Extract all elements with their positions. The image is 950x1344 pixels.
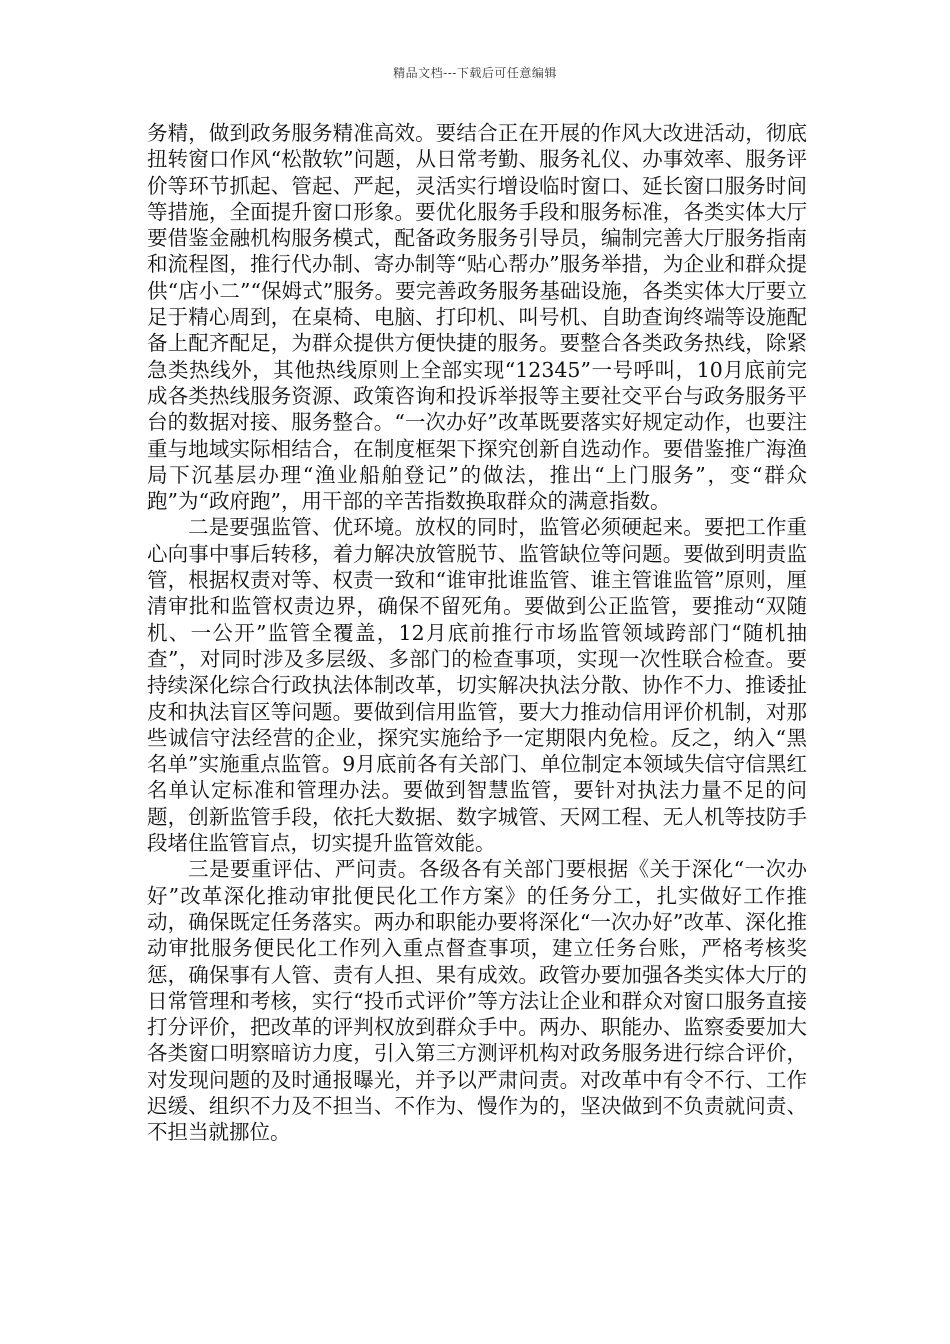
document-body bbox=[147, 120, 807, 1146]
paragraph-accountability: 三是要重评估、严问责。各级各有关部门要根据《关于深化“一次办好”改革深化推动审批便民化工作方案》的任务分工，扎实做好工作推动，确保既定任务落实。两办和职能办要将深化“一次办好”改革、深化推动审批服务便民化工作列入重点督查事项，建立任务台账，严格考核奖惩，确保事有人管、责有人担、果有成效。政管办要加强各类实体大厅的日常管理和考核，实行“投币式评价”等方法让企业和群众对窗口服务直接打分评价，把改革的评判权放到群众手中。两办、职能办、监察委要加大各类窗口明察暗访力度，引入第三方测评机构对政务服务进行综合评价，对发现问题的及时通报曝光，并予以严肃问责。对改革中有令不行、工作迟缓、组织不力及不担当、不作为、慢作为的，坚决做到不负责就问责、不担当就挪位。 bbox=[147, 857, 807, 1145]
paragraph-continuation: 务精，做到政务服务精准高效。要结合正在开展的作风大改进活动，彻底扭转窗口作风“松散软”问题，从日常考勤、服务礼仪、办事效率、服务评价等环节抓起、管起、严起，灵活实行增设临时窗口、延长窗口服务时间等措施，全面提升窗口形象。要优化服务手段和服务标准，各类实体大厅要借鉴金融机构服务模式，配备政务服务引导员，编制完善大厅服务指南和流程图，推行代办制、寄办制等“贴心帮办”服务举措，为企业和群众提供“店小二”“保姆式”服务。要完善政务服务基础设施，各类实体大厅要立足于精心周到，在桌椅、电脑、打印机、叫号机、自助查询终端等设施配备上配齐配足，为群众提供方便快捷的服务。要整合各类政务热线，除紧急类热线外，其他热线原则上全部实现“12345”一号呼叫，10月底前完成各类热线服务资源、政策咨询和投诉举报等主要社交平台与政务服务平台的数据对接、服务整合。“一次办好”改革既要落实好规定动作，也要注重与地域实际相结合，在制度框架下探究创新自选动作。要借鉴推广海渔局下沉基层办理“渔业船舶登记”的做法，推出“上门服务”，变“群众跑”为“政府跑”，用干部的辛苦指数换取群众的满意指数。 bbox=[147, 121, 807, 514]
paragraph-supervision: 二是要强监管、优环境。放权的同时，监管必须硬起来。要把工作重心向事中事后转移，着力解决放管脱节、监管缺位等问题。要做到明责监管，根据权责对等、权责一致和“谁审批谁监管、谁主管谁监管”原则，厘清审批和监管权责边界，确保不留死角。要做到公正监管，要推动“双随机、一公开”监管全覆盖，12月底前推行市场监管领域跨部门“随机抽查”，对同时涉及多层级、多部门的检查事项，实现一次性联合检查。要持续深化综合行政执法体制改革，切实解决执法分散、协作不力、推诿扯皮和执法盲区等问题。要做到信用监管，要大力推动信用评价机制，对那些诚信守法经营的企业，探究实施给予一定期限内免检。反之，纳入“黑名单”实施重点监管。9月底前各有关部门、单位制定本领域失信守信黑红名单认定标准和管理办法。要做到智慧监管，要针对执法力量不足的问题，创新监管手段，依托大数据、数字城管、天网工程、无人机等技防手段堵住监管盲点，切实提升监管效能。 bbox=[147, 515, 807, 856]
page-header: 精品文档---下载后可任意编辑 bbox=[393, 66, 557, 80]
